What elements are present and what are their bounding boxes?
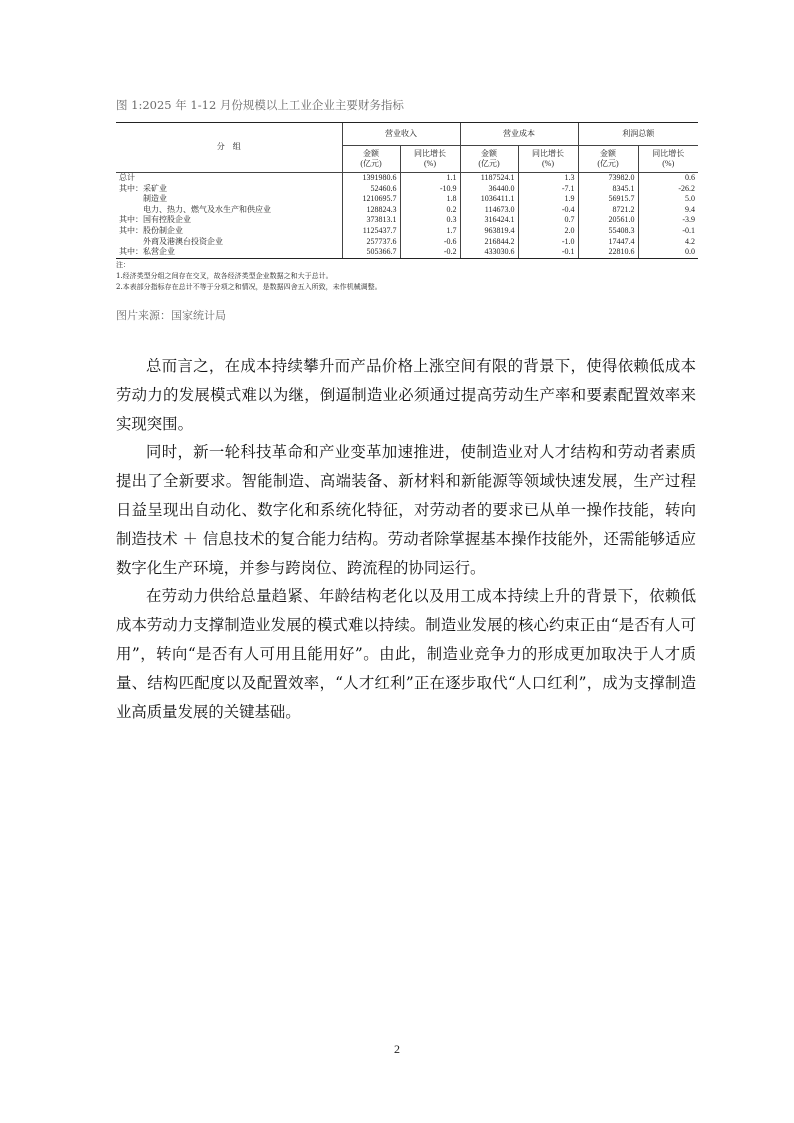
note-2: 2.本表部分指标存在总计不等于分项之和情况，是数据四舍五入所致，未作机械调整。 (116, 282, 382, 291)
cost-amount: 316424.1 (460, 215, 518, 226)
table-row (116, 237, 698, 248)
profit-amount: 22810.6 (578, 247, 638, 258)
row-label: 外商及港澳台投资企业 (119, 236, 223, 246)
profit-amount: 73982.0 (578, 173, 638, 184)
col-group-cost: 营业成本 (460, 123, 578, 146)
subheader-amount: 金额 (亿元) (460, 146, 518, 173)
revenue-growth: 1.7 (400, 226, 460, 237)
cost-amount: 963819.4 (460, 226, 518, 237)
profit-amount: 55408.3 (578, 226, 638, 237)
cost-amount: 1036411.1 (460, 194, 518, 205)
financial-indicators-table (116, 122, 698, 259)
table-row (116, 226, 698, 237)
row-label: 其中：国有控股企业 (119, 215, 191, 225)
col-group-revenue: 营业收入 (342, 123, 460, 146)
row-label: 总计 (119, 173, 135, 182)
cost-amount: 114673.0 (460, 205, 518, 216)
profit-growth: 0.0 (638, 247, 698, 258)
profit-amount: 17447.4 (578, 237, 638, 248)
cost-growth: 1.9 (518, 194, 578, 205)
paragraph: 同时，新一轮科技革命和产业变革加速推进，使制造业对人才结构和劳动者素质提出了全新要求。智能制造、高端装备、新材料和新能源等领域快速发展，生产过程日益呈现出自动化、数字化和系统化特征，对劳动者的要求已从单一操作技能，转向制造技术 ＋ 信息技术的复合能力结构。劳动者除掌握基本操作技能外，还需能够适应数字化生产环境，并参与跨岗位、跨流程的协同运行。 (116, 443, 696, 577)
table-notes (116, 260, 698, 293)
table-row (116, 173, 698, 184)
profit-growth: -3.9 (638, 215, 698, 226)
revenue-amount: 52460.6 (342, 184, 400, 195)
subheader-growth: 同比增长 (%) (518, 146, 578, 173)
paragraph: 总而言之，在成本持续攀升而产品价格上涨空间有限的背景下，使得依赖低成本劳动力的发展模式难以为继，倒逼制造业必须通过提高劳动生产率和要素配置效率来实现突围。 (116, 357, 696, 433)
subheader-amount: 金额 (亿元) (578, 146, 638, 173)
page-number: 2 (394, 1042, 400, 1056)
revenue-amount: 1125437.7 (342, 226, 400, 237)
subheader-growth: 同比增长 (%) (400, 146, 460, 173)
revenue-amount: 505366.7 (342, 247, 400, 258)
cost-growth: -7.1 (518, 184, 578, 195)
revenue-growth: -10.9 (400, 184, 460, 195)
cost-amount: 433030.6 (460, 247, 518, 258)
row-label: 其中：股份制企业 (119, 225, 183, 235)
row-label: 其中：私营企业 (116, 247, 342, 258)
profit-growth: -26.2 (638, 184, 698, 195)
revenue-growth: 0.3 (400, 215, 460, 226)
revenue-growth: 0.2 (400, 205, 460, 216)
revenue-amount: 373813.1 (342, 215, 400, 226)
profit-amount: 8721.2 (578, 205, 638, 216)
row-label: 其中：采矿业 (119, 183, 167, 193)
revenue-growth: -0.6 (400, 237, 460, 248)
profit-amount: 8345.1 (578, 184, 638, 195)
cost-growth: -0.4 (518, 205, 578, 216)
cost-amount: 1187524.1 (460, 173, 518, 184)
table-row (116, 215, 698, 226)
revenue-amount: 257737.6 (342, 237, 400, 248)
body-text (116, 352, 696, 726)
profit-amount: 20561.0 (578, 215, 638, 226)
cost-growth: 1.3 (518, 173, 578, 184)
profit-growth: 5.0 (638, 194, 698, 205)
row-label: 制造业 (119, 194, 167, 204)
table-row (116, 205, 698, 216)
profit-growth: 4.2 (638, 237, 698, 248)
image-source: 图片来源：国家统计局 (116, 309, 226, 322)
profit-growth: -0.1 (638, 226, 698, 237)
notes-heading: 注： (116, 260, 130, 269)
subheader-growth: 同比增长 (%) (638, 146, 698, 173)
note-1: 1.经济类型分组之间存在交叉，故各经济类型企业数据之和大于总计。 (116, 271, 333, 280)
row-label: 电力、热力、燃气及水生产和供应业 (119, 204, 271, 214)
revenue-growth: 1.1 (400, 173, 460, 184)
profit-growth: 0.6 (638, 173, 698, 184)
cost-amount: 216844.2 (460, 237, 518, 248)
revenue-amount: 1391980.6 (342, 173, 400, 184)
table-row (116, 247, 698, 258)
figure-caption: 图 1:2025 年 1-12 月份规模以上工业企业主要财务指标 (116, 98, 404, 112)
subheader-amount: 金额 (亿元) (342, 146, 400, 173)
revenue-growth: -0.2 (400, 247, 460, 258)
cost-amount: 36440.0 (460, 184, 518, 195)
profit-amount: 56915.7 (578, 194, 638, 205)
table-row (116, 194, 698, 205)
profit-growth: 9.4 (638, 205, 698, 216)
paragraph: 在劳动力供给总量趋紧、年龄结构老化以及用工成本持续上升的背景下，依赖低成本劳动力支撑制造业发展的模式难以持续。制造业发展的核心约束正由“是否有人可用”，转向“是否有人可用且能用好”。由此，制造业竞争力的形成更加取决于人才质量、结构匹配度以及配置效率，“人才红利”正在逐步取代“人口红利”，成为支撑制造业高质量发展的关键基础。 (116, 587, 696, 721)
col-group-profit: 利润总额 (578, 123, 698, 146)
table-row (116, 184, 698, 195)
revenue-amount: 1210695.7 (342, 194, 400, 205)
financial-indicators-table-wrap (116, 122, 698, 293)
cost-growth: 0.7 (518, 215, 578, 226)
revenue-growth: 1.8 (400, 194, 460, 205)
cost-growth: -0.1 (518, 247, 578, 258)
revenue-amount: 128824.3 (342, 205, 400, 216)
cost-growth: 2.0 (518, 226, 578, 237)
cost-growth: -1.0 (518, 237, 578, 248)
group-header: 分 组 (116, 123, 342, 173)
